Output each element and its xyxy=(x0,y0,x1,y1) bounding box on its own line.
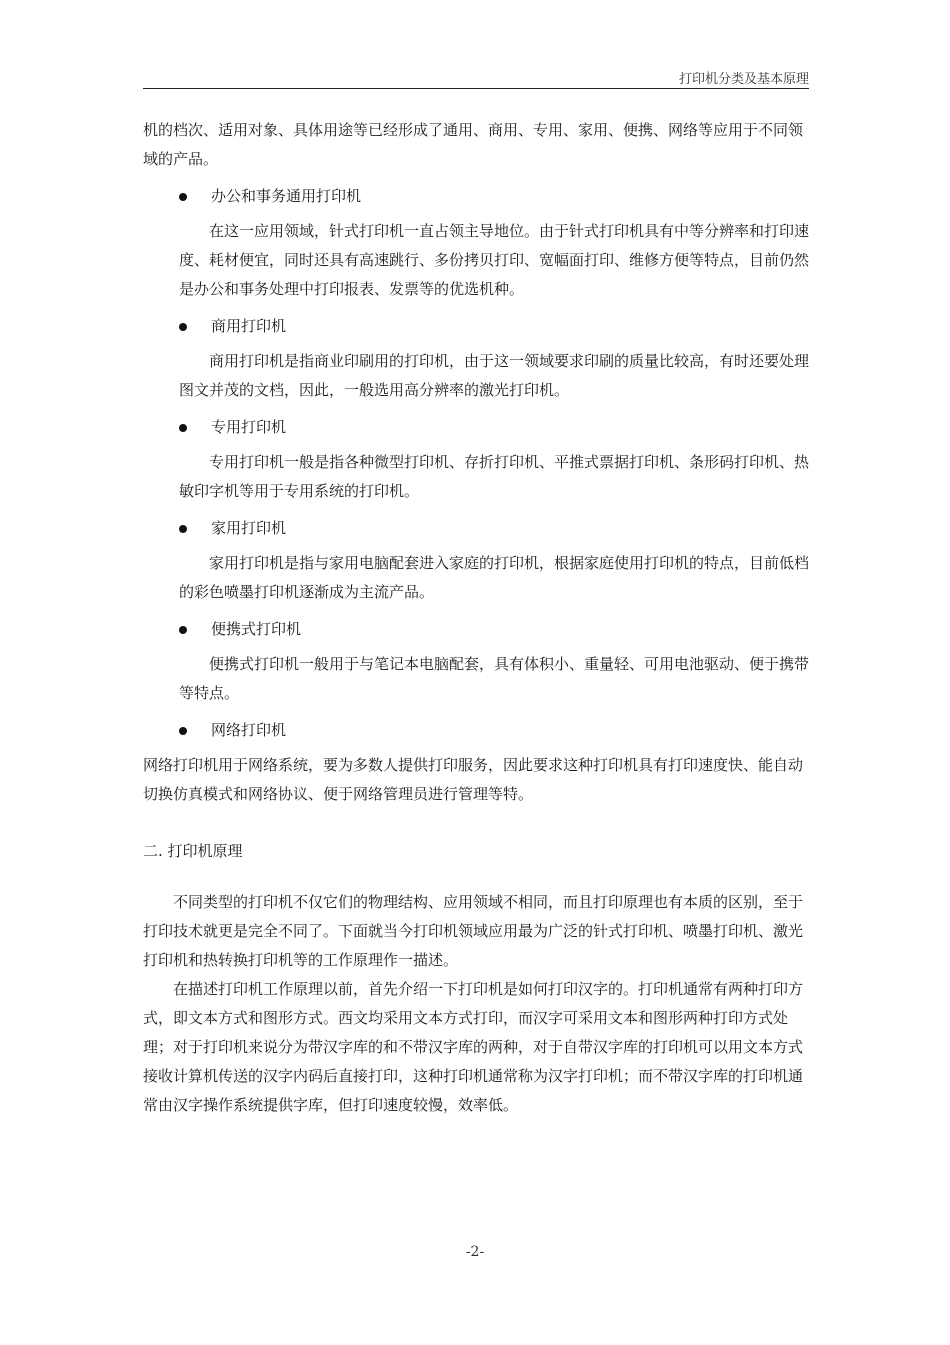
section-paragraph: 在描述打印机工作原理以前，首先介绍一下打印机是如何打印汉字的。打印机通常有两种打印方式，即文本方式和图形方式。西文均采用文本方式打印，而汉字可采用文本和图形两种打印方式处理；对于打印机来说分为带汉字库的和不带汉字库的两种，对于自带汉字库的打印机可以用文本方式接收计算机传送的汉字内码后直接打印，这种打印机通常称为汉字打印机；而不带汉字库的打印机通常由汉字操作系统提供字库，但打印速度较慢，效率低。 xyxy=(143,980,804,1114)
section-paragraph: 不同类型的打印机不仅它们的物理结构、应用领域不相同，而且打印原理也有本质的区别，至于打印技术就更是完全不同了。下面就当今打印机领域应用最为广泛的针式打印机、喷墨打印机、激光打印机和热转换打印机等的工作原理作一描述。 xyxy=(143,893,804,969)
page-header xyxy=(143,60,809,89)
bullet-dot-icon xyxy=(179,626,187,634)
category-heading-special xyxy=(143,413,809,442)
category-heading-portable xyxy=(143,615,809,644)
category-title: 办公和事务通用打印机 xyxy=(211,187,362,205)
bullet-dot-icon xyxy=(179,193,187,201)
category-title: 商用打印机 xyxy=(211,317,287,335)
bullet-dot-icon xyxy=(179,525,187,533)
category-heading-commercial xyxy=(143,312,809,341)
category-heading-office xyxy=(143,182,809,211)
category-title: 便携式打印机 xyxy=(211,620,302,638)
section-heading: 二. 打印机原理 xyxy=(143,842,243,860)
category-title: 专用打印机 xyxy=(211,418,287,436)
page-content xyxy=(143,116,809,1120)
intro-paragraph: 机的档次、适用对象、具体用途等已经形成了通用、商用、专用、家用、便携、网络等应用于不同领域的产品。 xyxy=(143,121,804,168)
category-text-commercial: 商用打印机是指商业印刷用的打印机，由于这一领域要求印刷的质量比较高，有时还要处理图文并茂的文档，因此，一般选用高分辨率的激光打印机。 xyxy=(179,352,810,399)
bullet-dot-icon xyxy=(179,727,187,735)
bullet-dot-icon xyxy=(179,323,187,331)
category-text-special: 专用打印机一般是指各种微型打印机、存折打印机、平推式票据打印机、条形码打印机、热敏印字机等用于专用系统的打印机。 xyxy=(179,453,810,500)
header-title: 打印机分类及基本原理 xyxy=(678,72,809,87)
category-heading-network xyxy=(143,716,809,745)
category-title: 家用打印机 xyxy=(211,519,287,537)
page-number: -2- xyxy=(465,1244,485,1260)
category-text-network: 网络打印机用于网络系统，要为多数人提供打印服务，因此要求这种打印机具有打印速度快、能自动切换仿真模式和网络协议、便于网络管理员进行管理等特。 xyxy=(143,756,804,803)
category-heading-home xyxy=(143,514,809,543)
category-title: 网络打印机 xyxy=(211,721,287,739)
category-text-portable: 便携式打印机一般用于与笔记本电脑配套，具有体积小、重量轻、可用电池驱动、便于携带等特点。 xyxy=(179,655,810,702)
category-text-office: 在这一应用领域，针式打印机一直占领主导地位。由于针式打印机具有中等分辨率和打印速度、耗材便宜，同时还具有高速跳行、多份拷贝打印、宽幅面打印、维修方便等特点，目前仍然是办公和事务处理中打印报表、发票等的优选机种。 xyxy=(179,222,810,298)
bullet-dot-icon xyxy=(179,424,187,432)
category-text-home: 家用打印机是指与家用电脑配套进入家庭的打印机，根据家庭使用打印机的特点，目前低档的彩色喷墨打印机逐渐成为主流产品。 xyxy=(179,554,810,601)
